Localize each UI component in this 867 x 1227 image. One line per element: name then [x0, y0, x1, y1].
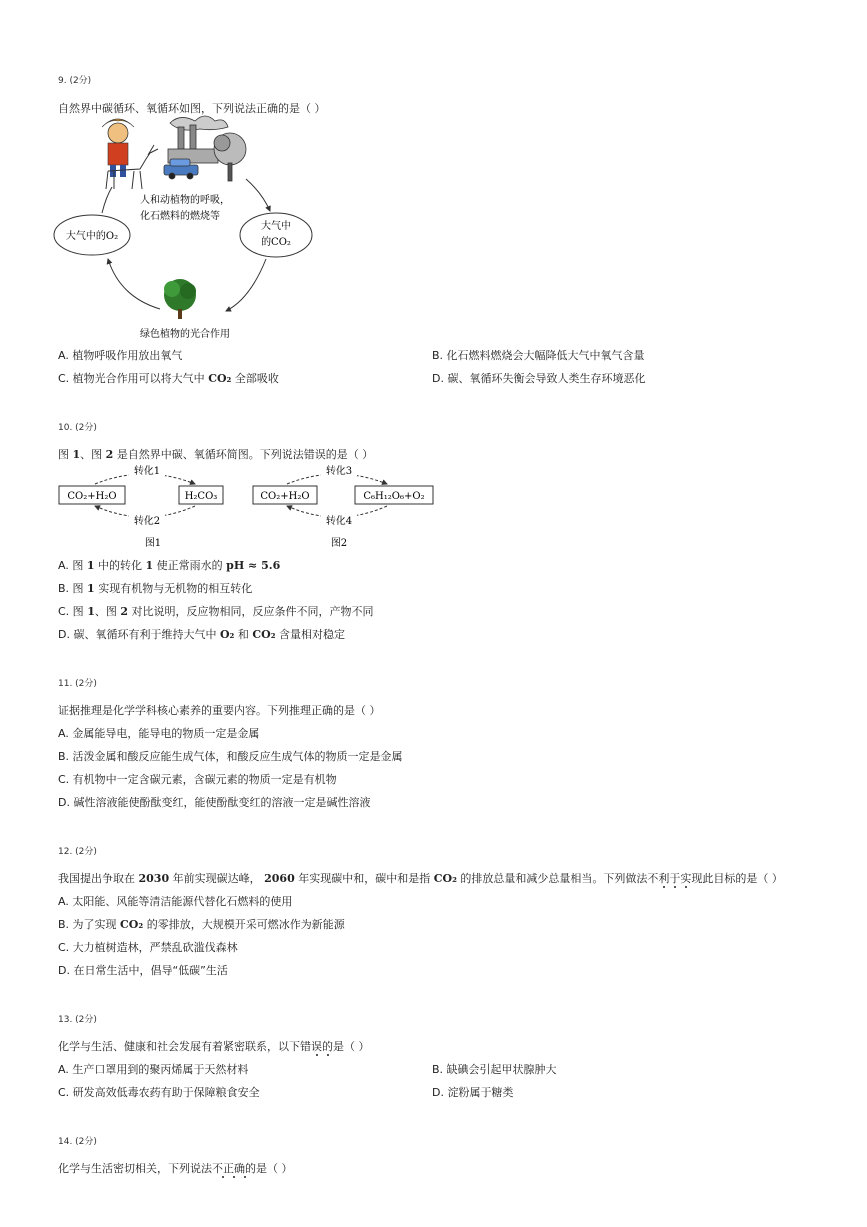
- q12-b-chem: CO₂: [120, 918, 144, 931]
- question-11-number: 11. (2分): [58, 679, 97, 689]
- fig2-caption: 图2: [330, 538, 348, 549]
- fig2-bottom-label: 转化4: [325, 516, 353, 527]
- q10-b-pre: B. 图: [58, 582, 84, 595]
- q10-c-n1: 1: [87, 605, 95, 618]
- q10-option-c[interactable]: [58, 603, 374, 619]
- question-12-number: 12. (2分): [58, 847, 97, 857]
- q12-option-d[interactable]: D. 在日常生活中，倡导“低碳”生活: [58, 964, 228, 977]
- q11-option-a[interactable]: A. 金属能导电，能导电的物质一定是金属: [58, 727, 260, 740]
- fig1-right-label: H₂CO₃: [184, 491, 218, 502]
- q9-option-c[interactable]: [58, 370, 279, 386]
- question-10-number: 10. (2分): [58, 423, 97, 433]
- q12-stem-chem: CO₂: [433, 872, 457, 885]
- q10-a-pre: A. 图: [58, 559, 84, 572]
- figure-label-co2-bottom: 的CO₂: [261, 237, 291, 248]
- q9-option-d[interactable]: D. 碳、氧循环失衡会导致人类生存环境恶化: [432, 372, 646, 385]
- q12-option-b[interactable]: [58, 916, 345, 932]
- emphasis-dot: [233, 1176, 235, 1178]
- question-11-stem: 证据推理是化学学科核心素养的重要内容。下列推理正确的是（ ）: [58, 704, 381, 717]
- q10-option-b[interactable]: [58, 580, 252, 596]
- q10-c-mid: 、图: [94, 605, 117, 618]
- figure-label-co2-top: 大气中: [261, 221, 291, 232]
- q10-d-chem1: O₂: [219, 628, 235, 641]
- question-12-stem: [58, 870, 783, 886]
- q12-option-c[interactable]: C. 大力植树造林，严禁乱砍滥伐森林: [58, 941, 238, 954]
- fig2-top-label: 转化3: [325, 466, 353, 477]
- q12-stem-mid2: 年实现碳中和，碳中和是指: [298, 872, 431, 885]
- q10-c-pre: C. 图: [58, 605, 84, 618]
- q10-stem-pre: 图: [58, 448, 69, 461]
- q10-d-post: 含量相对稳定: [279, 628, 346, 641]
- q12-stem-n1: 2030: [138, 872, 170, 885]
- q10-a-n2: 1: [145, 559, 154, 572]
- q9-option-a[interactable]: A. 植物呼吸作用放出氧气: [58, 349, 183, 362]
- fig1-bottom-label: 转化2: [133, 516, 161, 527]
- arrow-co2-to-plant: [226, 259, 266, 311]
- q13-option-a[interactable]: A. 生产口罩用到的聚丙烯属于天然材料: [58, 1063, 249, 1076]
- question-14-number: 14. (2分): [58, 1137, 97, 1147]
- q10-d-chem2: CO₂: [252, 628, 276, 641]
- q12-b-pre: B. 为了实现: [58, 918, 117, 931]
- fig2-right-label: C₆H₁₂O₆+O₂: [363, 491, 425, 502]
- emphasis-dot: [316, 1054, 318, 1056]
- arrow-plant-to-o2: [108, 259, 160, 309]
- q9-option-b[interactable]: B. 化石燃料燃烧会大幅降低大气中氧气含量: [432, 349, 645, 362]
- q12-stem-n2: 2060: [264, 872, 295, 885]
- q12-stem-post: 的排放总量和减少总量相当。下列做法不利于实现此目标的是（ ）: [460, 872, 783, 885]
- q11-option-b[interactable]: B. 活泼金属和酸反应能生成气体，和酸反应生成气体的物质一定是金属: [58, 750, 403, 763]
- fig1-top-label: 转化1: [133, 466, 161, 477]
- q10-b-n1: 1: [87, 582, 95, 595]
- carbon-oxygen-cycle-figure: [50, 113, 370, 343]
- fig1-caption: 图1: [144, 538, 162, 549]
- question-9-number: 9. (2分): [58, 76, 92, 86]
- q13-option-d[interactable]: D. 淀粉属于糖类: [432, 1086, 514, 1099]
- q10-stem-n2: 2: [105, 448, 114, 461]
- tree-icon-top: [214, 133, 246, 181]
- q9-option-c-text: C. 植物光合作用可以将大气中: [58, 372, 205, 385]
- co2-ellipse: [240, 213, 312, 257]
- q10-a-chem: pH ≈ 5.6: [226, 559, 281, 572]
- q10-a-n1: 1: [86, 559, 95, 572]
- carbon-cycle-diagrams: [55, 460, 445, 552]
- green-tree-icon: [164, 279, 196, 319]
- emphasis-dot: [222, 1176, 224, 1178]
- emphasis-dot: [674, 886, 676, 888]
- q10-d-mid: 和: [237, 628, 249, 641]
- q12-b-post: 的零排放，大规模开采可燃冰作为新能源: [146, 918, 345, 931]
- emphasis-dot: [244, 1176, 246, 1178]
- question-14-stem: 化学与生活密切相关，下列说法不正确的是（ ）: [58, 1162, 293, 1175]
- q10-b-post: 实现有机物与无机物的相互转化: [98, 582, 253, 595]
- q12-stem-mid1: 年前实现碳达峰，: [172, 872, 261, 885]
- q9-option-c-text2: 全部吸收: [234, 372, 279, 385]
- q13-option-b[interactable]: B. 缺碘会引起甲状腺肿大: [432, 1063, 557, 1076]
- emphasis-dot: [663, 886, 665, 888]
- emphasis-dot: [327, 1054, 329, 1056]
- figure-label-combustion: 化石燃料的燃烧等: [140, 211, 220, 222]
- q10-stem-post: 是自然界中碳、氧循环简图。下列说法错误的是（ ）: [116, 448, 374, 461]
- q10-c-n2: 2: [120, 605, 128, 618]
- q9-option-c-chem: CO₂: [208, 372, 232, 385]
- arrow-life-to-co2: [246, 179, 270, 211]
- question-13-stem: 化学与生活、健康和社会发展有着紧密联系，以下错误的是（ ）: [58, 1040, 370, 1053]
- q10-option-d[interactable]: [58, 626, 345, 642]
- figure-label-respiration: 人和动植物的呼吸，: [140, 195, 230, 206]
- question-9-stem: 自然界中碳循环、氧循环如图，下列说法正确的是（ ）: [58, 102, 326, 115]
- q10-a-mid2: 使正常雨水的: [156, 559, 223, 572]
- q13-option-c[interactable]: C. 研发高效低毒农药有助于保障粮食安全: [58, 1086, 260, 1099]
- figure-label-o2: 大气中的O₂: [65, 231, 119, 242]
- q10-stem-n1: 1: [72, 448, 81, 461]
- q10-a-mid: 中的转化: [97, 559, 142, 572]
- emphasis-dot: [685, 886, 687, 888]
- fig1-left-label: CO₂+H₂O: [67, 491, 117, 502]
- q11-option-c[interactable]: C. 有机物中一定含碳元素，含碳元素的物质一定是有机物: [58, 773, 337, 786]
- person-icon: [102, 119, 134, 177]
- q11-option-d[interactable]: D. 碱性溶液能使酚酞变红，能使酚酞变红的溶液一定是碱性溶液: [58, 796, 371, 809]
- fig2-left-label: CO₂+H₂O: [260, 491, 310, 502]
- q10-option-a[interactable]: [58, 557, 280, 573]
- q12-option-a[interactable]: A. 太阳能、风能等清洁能源代替化石燃料的使用: [58, 895, 293, 908]
- arrow-o2-to-life: [102, 187, 112, 213]
- q10-stem-mid: 、图: [80, 448, 103, 461]
- q10-d-pre: D. 碳、氧循环有利于维持大气中: [58, 628, 217, 641]
- q12-stem-pre: 我国提出争取在: [58, 872, 135, 885]
- figure-label-photosynthesis: 绿色植物的光合作用: [140, 329, 230, 340]
- q10-c-post: 对比说明，反应物相同，反应条件不同，产物不同: [131, 605, 374, 618]
- question-13-number: 13. (2分): [58, 1015, 97, 1025]
